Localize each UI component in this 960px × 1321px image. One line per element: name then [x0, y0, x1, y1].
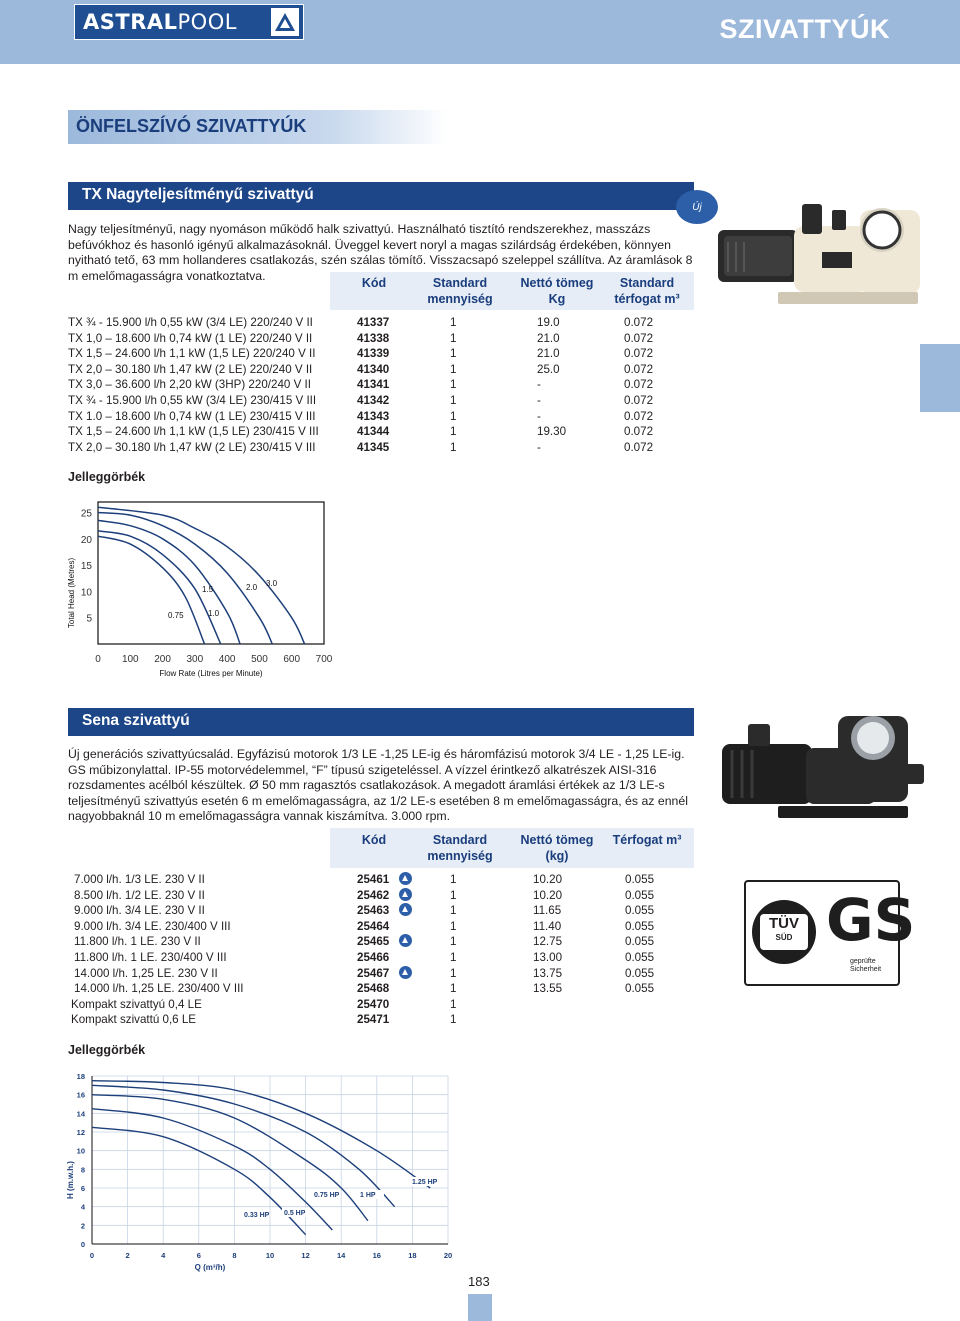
row-volume: 0.072 [624, 316, 654, 329]
sena-title-bar [68, 708, 694, 736]
row-qty: 1 [450, 378, 457, 392]
row-volume: 0.055 [625, 966, 655, 980]
y-tick-label: 8 [80, 1165, 85, 1175]
gs-certified-icon [399, 872, 412, 885]
sena-performance-chart [60, 1062, 460, 1277]
table-row [68, 981, 694, 997]
row-qty: 1 [450, 1013, 457, 1027]
row-name: TX 2,0 – 30.180 l/h 1,47 kW (2 LE) 230/415 V III [68, 440, 316, 454]
row-qty: 1 [450, 904, 457, 918]
y-tick-label: 6 [80, 1184, 85, 1193]
table-row [68, 315, 694, 331]
row-code: 41344 [357, 425, 390, 439]
table-row [68, 393, 694, 409]
row-volume: 0.072 [624, 409, 654, 423]
row-volume: 0.072 [624, 425, 654, 439]
x-tick-label: 500 [251, 654, 268, 665]
row-qty: 1 [450, 362, 457, 376]
tuv-text: TÜV [769, 915, 799, 932]
x-tick-label: 300 [186, 654, 204, 665]
y-tick-label: 2 [80, 1221, 85, 1231]
row-volume: 0.072 [624, 378, 654, 392]
logo-text-light: POOL [177, 10, 237, 34]
row-volume: 0.072 [624, 347, 654, 361]
row-volume: 0.055 [625, 950, 655, 964]
series-label: 3.0 [266, 579, 278, 588]
table-row [68, 872, 694, 888]
y-tick-label: 16 [76, 1090, 85, 1100]
logo-triangle-icon [271, 8, 299, 36]
row-name: TX 2,0 – 30.180 l/h 1,47 kW (2 LE) 220/240 V II [68, 362, 313, 376]
x-tick-label: 0 [95, 654, 101, 665]
row-name: TX 1,5 – 24.600 l/h 1,1 kW (1,5 LE) 220/240 V II [68, 347, 316, 361]
row-qty: 1 [450, 966, 457, 980]
row-code: 25466 [357, 950, 390, 964]
x-tick-label: 18 [408, 1251, 417, 1260]
row-name: 11.800 l/h. 1 LE. 230 V II [74, 935, 201, 949]
series-line [98, 507, 305, 644]
y-tick-label: 4 [80, 1202, 85, 1212]
sena-description: Új generációs szivattyúcsalád. Egyfázisú motorok 1/3 LE -1,25 LE-ig és háromfázisú motorok 3/4 LE - 1,25 LE-ig. GS műbizonylattal. IP-55 motorvédelemmel, “F” típusú szigeteléssel. A vízzel érintkező alkatrészek AISI-316 rozsdamentes acélból készültek. Ø 50 mm ragasztós csatlakozások. A megadott áramlási értékek az 1/3 LE-s teljesítményű szivattyús esetén 6 m emelőmagasságra, az 1/2 LE-s esetében 8 m emelőmagasságra, és az ennél nagyobbaknál 10 m emelőmagasságra vannak kiszámítva. 3.000 rpm. [68, 747, 688, 823]
row-code: 41339 [357, 347, 390, 361]
gs-certified-icon [399, 934, 412, 947]
series-label: 0.33 HP [244, 1212, 270, 1219]
row-name: 11.800 l/h. 1 LE. 230/400 V III [74, 950, 227, 964]
x-tick-label: 14 [337, 1251, 346, 1260]
tx-col-qty: Standard mennyiség [427, 276, 493, 306]
row-volume: 0.055 [625, 982, 655, 996]
row-qty: 1 [450, 409, 457, 423]
row-code: 41340 [357, 362, 390, 376]
row-code: 25462 [357, 888, 390, 902]
row-volume: 0.072 [624, 393, 654, 407]
series-label: 0.5 HP [284, 1210, 306, 1217]
row-name: TX ¾ - 15.900 l/h 0,55 kW (3/4 LE) 220/240 V II [68, 316, 313, 329]
gs-certified-icon [399, 888, 412, 901]
gs-logo: GS [826, 886, 916, 954]
row-code: 41343 [357, 409, 390, 423]
row-qty: 1 [450, 997, 457, 1011]
table-row [68, 424, 694, 440]
tx-title-bar [68, 182, 694, 210]
row-weight: - [537, 409, 541, 423]
page-number: 183 [468, 1274, 490, 1289]
row-name: Kompakt szivattyú 0,4 LE [71, 997, 202, 1011]
series-line [98, 513, 272, 645]
row-code: 41342 [357, 393, 390, 407]
logo-text-bold: ASTRAL [83, 10, 178, 34]
table-row [68, 903, 694, 919]
row-volume: 0.072 [624, 440, 654, 454]
row-code: 25467 [357, 966, 390, 980]
page-header [0, 0, 960, 64]
series-line [98, 520, 240, 644]
row-volume: 0.072 [624, 362, 654, 376]
row-code: 41341 [357, 378, 390, 392]
row-weight: - [537, 378, 541, 392]
tuv-gs-mark [744, 880, 916, 986]
row-name: 14.000 l/h. 1,25 LE. 230/400 V III [74, 982, 244, 996]
row-name: 7.000 l/h. 1/3 LE. 230 V II [74, 873, 205, 886]
row-code: 25471 [357, 1013, 390, 1027]
gs-certified-icon [399, 966, 412, 979]
row-volume: 0.072 [624, 331, 654, 345]
row-qty: 1 [450, 440, 457, 454]
x-tick-label: 400 [218, 654, 236, 665]
row-volume: 0.055 [625, 873, 655, 886]
row-weight: 10.20 [533, 873, 563, 886]
y-tick-label: 14 [76, 1109, 85, 1119]
row-qty: 1 [450, 347, 457, 361]
y-axis-label: Total Head (Metres) [67, 557, 76, 629]
table-row [68, 409, 694, 425]
series-label: 0.75 [168, 611, 184, 620]
row-qty: 1 [450, 425, 457, 439]
x-tick-label: 12 [301, 1251, 310, 1260]
row-weight: 25.0 [537, 362, 560, 376]
row-volume: 0.055 [625, 904, 655, 918]
sena-col-volume: Térfogat m³ [612, 833, 682, 847]
y-tick-label: 18 [76, 1072, 85, 1081]
tx-performance-chart [60, 500, 350, 685]
row-volume: 0.055 [625, 919, 655, 933]
x-tick-label: 16 [372, 1251, 381, 1260]
tx-col-code: Kód [361, 276, 387, 290]
y-tick-label: 15 [80, 561, 92, 573]
series-line [92, 1085, 395, 1206]
tx-title: TX Nagyteljesítményű szivattyú [82, 186, 314, 203]
table-row [68, 362, 694, 378]
tx-curve-label: Jelleggörbék [68, 470, 146, 484]
row-code: 25468 [357, 982, 390, 996]
y-tick-label: 10 [76, 1146, 85, 1156]
new-badge: Új [676, 190, 718, 224]
series-label: 1.5 [202, 585, 214, 594]
x-tick-label: 600 [283, 654, 301, 665]
row-weight: 12.75 [533, 935, 563, 949]
tx-col-weight: Nettó tömeg Kg [520, 276, 594, 306]
x-tick-label: 0 [89, 1251, 95, 1260]
y-tick-label: 5 [86, 613, 92, 625]
row-name: TX 1,5 – 24.600 l/h 1,1 kW (1,5 LE) 230/415 V III [68, 425, 319, 439]
row-qty: 1 [450, 393, 457, 407]
series-label: 1 HP [360, 1192, 376, 1199]
row-weight: - [537, 393, 541, 407]
series-line [98, 536, 205, 644]
page-title: SZIVATTYÚK [719, 14, 890, 44]
row-volume: 0.055 [625, 935, 655, 949]
gs-sub-text: geprüfte Sicherheit [850, 958, 882, 973]
x-tick-label: 4 [161, 1251, 166, 1260]
tuv-sub-text: SÜD [775, 933, 793, 942]
tuv-logo [752, 900, 816, 964]
tx-pump-image [712, 196, 928, 310]
row-code: 41345 [357, 440, 390, 454]
row-code: 25463 [357, 904, 390, 918]
row-code: 25464 [357, 919, 390, 933]
row-code: 25470 [357, 997, 390, 1011]
astralpool-logo [74, 4, 304, 40]
row-qty: 1 [450, 982, 457, 996]
table-row [68, 1012, 694, 1028]
table-row [68, 950, 694, 966]
row-weight: 10.20 [533, 888, 563, 902]
sena-pump-image [718, 708, 928, 828]
row-weight: 13.00 [533, 950, 563, 964]
x-tick-label: 200 [154, 654, 171, 665]
table-row [68, 934, 694, 950]
row-qty: 1 [450, 331, 457, 345]
row-qty: 1 [450, 919, 457, 933]
x-tick-label: 6 [196, 1251, 201, 1260]
y-tick-label: 12 [76, 1128, 85, 1137]
tx-col-volume: Standard térfogat m³ [614, 276, 680, 306]
row-weight: 11.65 [533, 904, 562, 918]
row-weight: 19.30 [537, 425, 567, 439]
series-label: 1.25 HP [412, 1179, 438, 1186]
x-tick-label: 20 [443, 1251, 453, 1260]
sena-col-weight: Nettó tömeg (kg) [520, 833, 594, 863]
tx-table-body [68, 315, 694, 455]
row-name: 8.500 l/h. 1/2 LE. 230 V II [74, 888, 205, 902]
x-tick-label: 10 [265, 1251, 275, 1260]
row-name: TX 3,0 – 36.600 l/h 2,20 kW (3HP) 220/240 V II [68, 378, 311, 392]
series-label: 0.75 HP [314, 1192, 340, 1199]
side-tab [920, 344, 960, 412]
table-row [68, 966, 694, 982]
row-qty: 1 [450, 316, 457, 329]
series-label: 1.0 [208, 609, 220, 618]
row-weight: - [537, 440, 541, 454]
row-weight: 19.0 [537, 316, 560, 329]
page-number-tab [468, 1294, 492, 1321]
x-tick-label: 2 [125, 1251, 130, 1260]
row-name: Kompakt szivattú 0,6 LE [71, 1013, 197, 1027]
row-qty: 1 [450, 888, 457, 902]
x-axis-label: Flow Rate (Litres per Minute) [159, 669, 263, 678]
table-row [68, 888, 694, 904]
y-tick-label: 20 [80, 534, 92, 546]
section-title: ÖNFELSZÍVÓ SZIVATTYÚK [76, 116, 307, 136]
row-qty: 1 [450, 873, 457, 886]
row-name: 14.000 l/h. 1,25 LE. 230 V II [74, 966, 218, 980]
table-row [68, 377, 694, 393]
x-axis-label: Q (m³/h) [194, 1263, 226, 1272]
row-qty: 1 [450, 950, 457, 964]
row-weight: 21.0 [537, 347, 560, 361]
y-axis-label: H (m.w.h.) [66, 1161, 75, 1199]
sena-curve-label: Jelleggörbék [68, 1043, 146, 1057]
section-title-bar [68, 110, 448, 144]
series-label: 2.0 [246, 583, 258, 592]
row-weight: 11.40 [533, 919, 562, 933]
row-volume: 0.055 [625, 888, 655, 902]
x-tick-label: 8 [232, 1251, 237, 1260]
row-name: 9.000 l/h. 3/4 LE. 230 V II [74, 904, 205, 918]
y-tick-label: 10 [80, 587, 92, 599]
sena-title: Sena szivattyú [82, 712, 190, 729]
row-qty: 1 [450, 935, 457, 949]
row-name: TX 1.0 – 18.600 l/h 0,74 kW (1 LE) 230/415 V III [68, 409, 316, 423]
table-row [68, 331, 694, 347]
gs-certified-icon [399, 903, 412, 916]
row-code: 41338 [357, 331, 390, 345]
x-tick-label: 700 [315, 654, 333, 665]
table-row [68, 346, 694, 362]
y-tick-label: 25 [80, 508, 92, 520]
row-name: TX ¾ - 15.900 l/h 0,55 kW (3/4 LE) 230/415 V III [68, 393, 317, 407]
row-name: TX 1,0 – 18.600 l/h 0,74 kW (1 LE) 220/240 V II [68, 331, 313, 345]
table-row [68, 440, 694, 456]
row-code: 41337 [357, 316, 390, 329]
row-code: 25465 [357, 935, 390, 949]
table-row [68, 919, 694, 935]
table-row [68, 997, 694, 1013]
row-name: 9.000 l/h. 3/4 LE. 230/400 V III [74, 919, 231, 933]
row-weight: 21.0 [537, 331, 560, 345]
row-weight: 13.55 [533, 982, 563, 996]
row-weight: 13.75 [533, 966, 563, 980]
tx-description: Nagy teljesítményű, nagy nyomáson működő halk szivattyú. Használható tisztító rendszerekhez, masszázs befúvókhoz és hasonló igényű alkalmazásoknál. Üveggel kevert noryl a magas szilárdság érdekében, könnyen nyitható tető, 63 mm hollanderes csatlakozás, szén szálas tömítő. Visszacsapó szeleppel szállítva. Az áramlások 8 m emelőmagasságra vonatkoztatva. [68, 222, 693, 283]
sena-col-code: Kód [361, 833, 387, 847]
y-tick-label: 0 [80, 1240, 85, 1249]
row-code: 25461 [357, 873, 390, 886]
x-tick-label: 100 [121, 654, 139, 665]
sena-col-qty: Standard mennyiség [427, 833, 493, 863]
sena-table-body [68, 872, 694, 1028]
